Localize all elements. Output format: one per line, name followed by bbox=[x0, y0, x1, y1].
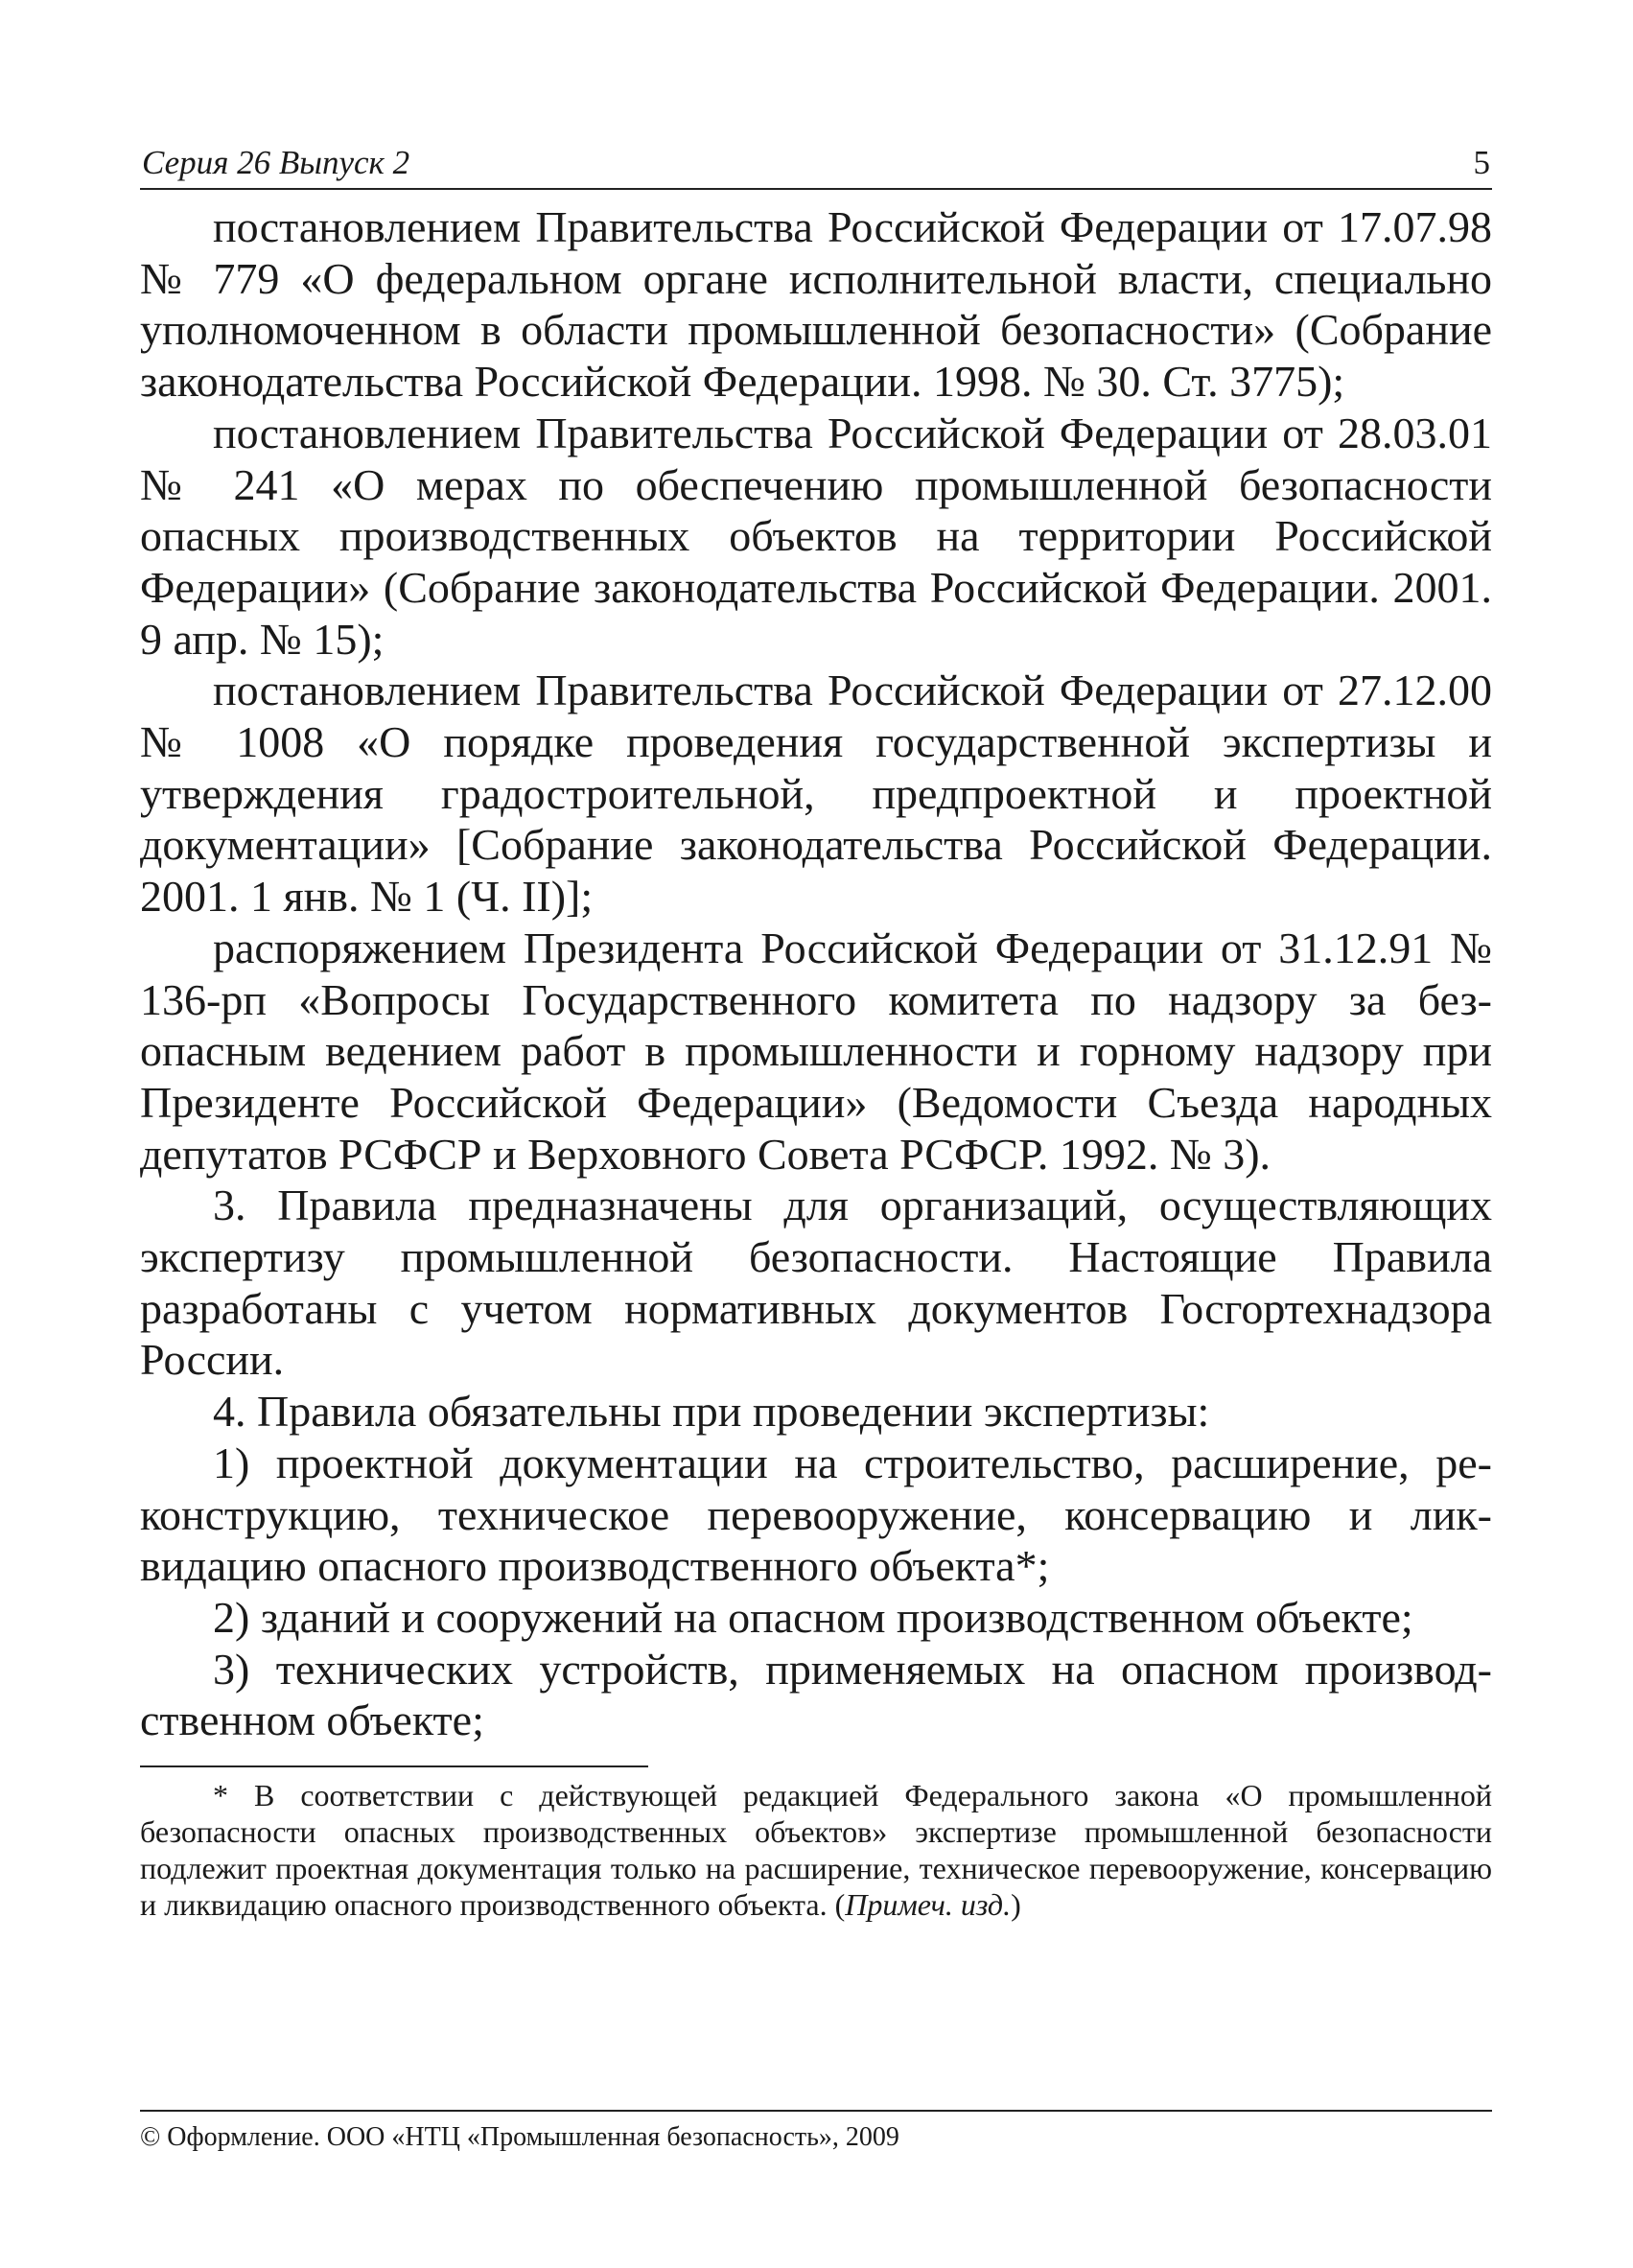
bottom-divider bbox=[140, 2110, 1492, 2112]
footnote-editor-note: Примеч. изд. bbox=[845, 1887, 1012, 1923]
footnote-closing: ) bbox=[1011, 1887, 1021, 1923]
list-item-3: 3) технических устройств, применяемых на опасном производственном объекте; bbox=[140, 1644, 1492, 1745]
list-item-1: 1) проектной документации на строительство, расширение, реконструкцию, техническое перевооружение, консервацию и ликвидацию опасного производственного объекта*; bbox=[140, 1438, 1492, 1591]
document-page bbox=[140, 144, 1492, 1923]
list-item-2: 2) зданий и сооружений на опасном производственном объекте; bbox=[213, 1592, 1413, 1642]
running-header bbox=[140, 144, 1492, 190]
page-number: 5 bbox=[1473, 144, 1490, 181]
paragraph-decree-241: постановлением Правительства Российской Федерации от 28.03.01 № 241 «О мерах по обеспечению промышленной безопасности опасных производственных объектов на территории Российской Федерации» (Собрание законодательства Российской Федерации. 2001. 9 апр. № 15); bbox=[140, 408, 1492, 664]
main-text bbox=[140, 201, 1492, 1746]
footnote-body: * В соответствии с действующей редакцией Федерального закона «О промышленной безопасности опасных производственных объектов» экспертизе промышленной безопасности подлежит проектная документация только на расширение, техническое перевооружение, консервацию и ликвидацию опасного производственного объекта. ( bbox=[140, 1778, 1492, 1923]
footnote-divider bbox=[140, 1765, 648, 1767]
paragraph-order-136-rp: распоряжением Президента Российской Федерации от 31.12.91 № 136-рп «Вопросы Государственного комитета по надзору за безопасным ведением работ в промышленности и горному надзору при Президенте Российской Федерации» (Ведомости Съезда народных депутатов РСФСР и Верховного Совета РСФСР. 1992. № 3). bbox=[140, 923, 1492, 1179]
paragraph-item-3: 3. Правила предназначены для организаций, осуществляющих экспертизу промышленной безопасности. Настоящие Правила разработаны с учетом нормативных документов Госгортехнадзора России. bbox=[140, 1181, 1492, 1385]
paragraph-decree-779: постановлением Правительства Российской Федерации от 17.07.98 № 779 «О федеральном органе исполнительной власти, специально уполномоченном в области промышленной безопасности» (Собрание законодательства Российской Федерации. 1998. № 30. Ст. 3775); bbox=[140, 202, 1492, 407]
paragraph-decree-1008: постановлением Правительства Российской Федерации от 27.12.00 № 1008 «О порядке проведения государственной экспертизы и утверждения градостроительной, предпроектной и проектной документации» [Собрание законодательства Российской Федерации. 2001. 1 янв. № 1 (Ч. II)]; bbox=[140, 666, 1492, 922]
paragraph-item-4: 4. Правила обязательны при проведении экспертизы: bbox=[213, 1387, 1210, 1437]
footnote-text bbox=[140, 1777, 1492, 1923]
footnote bbox=[140, 1777, 1492, 1923]
copyright-line: © Оформление. ООО «НТЦ «Промышленная безопасность», 2009 bbox=[140, 2122, 899, 2152]
series-title: Серия 26 Выпуск 2 bbox=[142, 144, 410, 181]
